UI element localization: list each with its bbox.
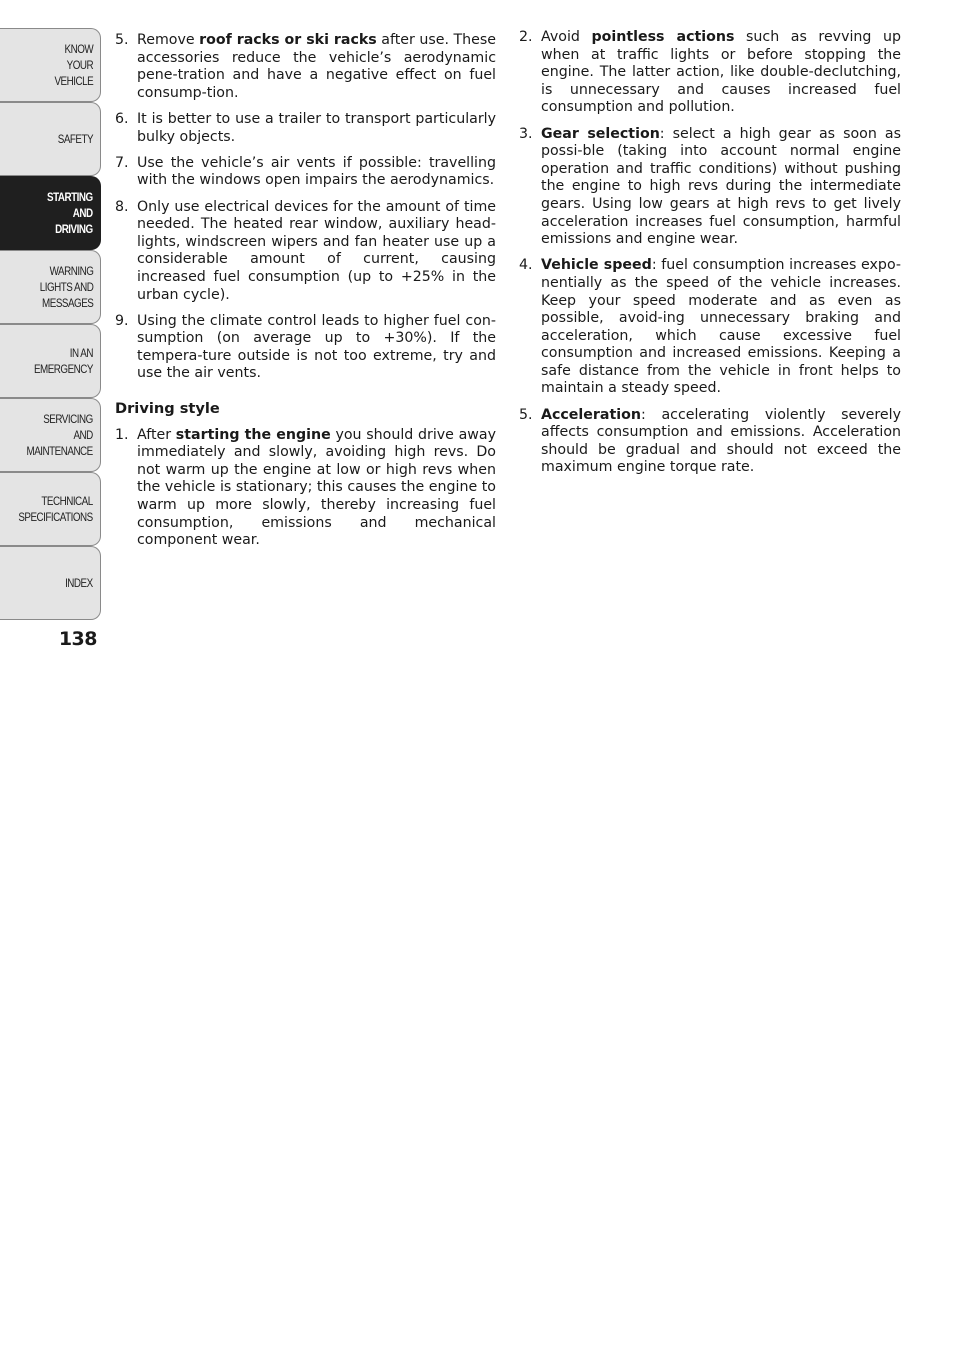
tab-label: INDEX: [65, 576, 93, 590]
item-text-pre: Remove: [137, 32, 200, 48]
item-text-post: such as revving up when at traffic lights or before stopping the engine. The latter action, like double-declutching, is unnecessary and causes increased fuel consumption and pollution.: [541, 29, 901, 116]
item-number: 3.: [519, 125, 533, 142]
tab-know-your-vehicle[interactable]: [0, 28, 101, 102]
item-number: 8.: [115, 198, 129, 215]
item-text-bold: Vehicle speed: [541, 257, 652, 274]
item-number: 6.: [115, 110, 129, 127]
chapter-sidebar: [0, 28, 101, 620]
item-number: 5.: [519, 406, 533, 423]
item-text: Only use electrical devices for the amount of time needed. The heated rear window, auxiliary head-lights, windscreen wipers and fan heater use up a considerable amount of current, causing increased fuel consumption (up to +25% in the urban cycle).: [137, 198, 496, 303]
item-text-bold: roof racks or ski racks: [199, 32, 377, 48]
tab-label: SERVICING AND MAINTENANCE: [26, 412, 93, 458]
tab-label: KNOW YOUR VEHICLE: [54, 42, 93, 88]
tab-label: STARTING AND DRIVING: [47, 190, 93, 236]
item-number: 9.: [115, 312, 129, 329]
list-item: [115, 427, 496, 550]
item-number: 1.: [115, 426, 129, 443]
item-text-post: : select a high gear as soon as possi-ble (taking into account normal engine operation and traffic conditions) without pushing the engine to high revs during the intermediate gears. Using low gears at high revs to get lively acceleration increases fuel consumption, harmful emissions and engine wear.: [541, 125, 901, 248]
left-column: [115, 32, 496, 558]
item-text-post: : accelerating violently severely affects consumption and emissions. Acceleration should be gradual and should not exceed the maximum engine torque rate.: [541, 406, 901, 476]
list-item: [519, 126, 901, 249]
tab-label: TECHNICAL SPECIFICATIONS: [18, 494, 93, 524]
tab-label: SAFETY: [57, 132, 93, 146]
item-text-bold: starting the engine: [175, 426, 331, 443]
item-text-bold: Acceleration: [541, 406, 641, 423]
list-item: [519, 407, 901, 477]
tab-in-an-emergency[interactable]: [0, 324, 101, 398]
page-number: 138: [58, 628, 97, 650]
item-text: Use the vehicle’s air vents if possible: travelling with the windows open impairs the aerodynamics.: [137, 154, 496, 189]
list-item: [519, 257, 901, 398]
item-number: 2.: [519, 29, 533, 45]
item-text-post: after use. These accessories reduce the vehicle’s aerodynamic pene-tration and have a negative effect on fuel consump-tion.: [137, 32, 496, 101]
item-text: It is better to use a trailer to transport particularly bulky objects.: [137, 110, 496, 145]
item-text-pre: After: [137, 426, 176, 443]
item-text-bold: pointless actions: [591, 29, 735, 45]
tab-starting-and-driving[interactable]: [0, 176, 101, 250]
list-item: [115, 313, 496, 383]
item-text-pre: Avoid: [541, 29, 592, 45]
item-text-bold: Gear selection: [541, 125, 660, 142]
right-column: [519, 29, 901, 486]
list-item: [115, 32, 496, 102]
tab-index[interactable]: [0, 546, 101, 620]
tab-safety[interactable]: [0, 102, 101, 176]
section-title-driving-style: Driving style: [115, 400, 220, 418]
list-item: [519, 29, 901, 117]
item-number: 7.: [115, 154, 129, 171]
item-text-post: you should drive away immediately and slowly, avoiding high revs. Do not warm up the engine at low or high revs when the vehicle is stationary; this causes the engine to warm up more slowly, thereby increasing fuel consumption, emissions and mechanical component wear.: [137, 426, 496, 549]
tab-label: WARNING LIGHTS AND MESSAGES: [39, 264, 93, 310]
list-item: [115, 199, 496, 305]
tab-technical-specifications[interactable]: [0, 472, 101, 546]
tab-warning-lights-and-messages[interactable]: [0, 250, 101, 324]
item-text: Using the climate control leads to higher fuel con-sumption (on average up to +30%). If the tempera-ture outside is not too extreme, try and use the air vents.: [137, 312, 496, 382]
list-item: [115, 111, 496, 146]
item-number: 4.: [519, 257, 533, 274]
item-text-post: : fuel consumption increases expo-nentially as the speed of the vehicle increases. Keep your speed moderate and as even as possible, avoid-ing unnecessary braking and acceleration, which cause excessive fuel consumption and increased emissions. Keeping a safe distance from the vehicle in front helps to maintain a steady speed.: [541, 257, 902, 397]
list-item: [115, 155, 496, 190]
tab-servicing-and-maintenance[interactable]: [0, 398, 101, 472]
tab-label: IN AN EMERGENCY: [33, 346, 93, 376]
item-number: 5.: [115, 32, 129, 48]
